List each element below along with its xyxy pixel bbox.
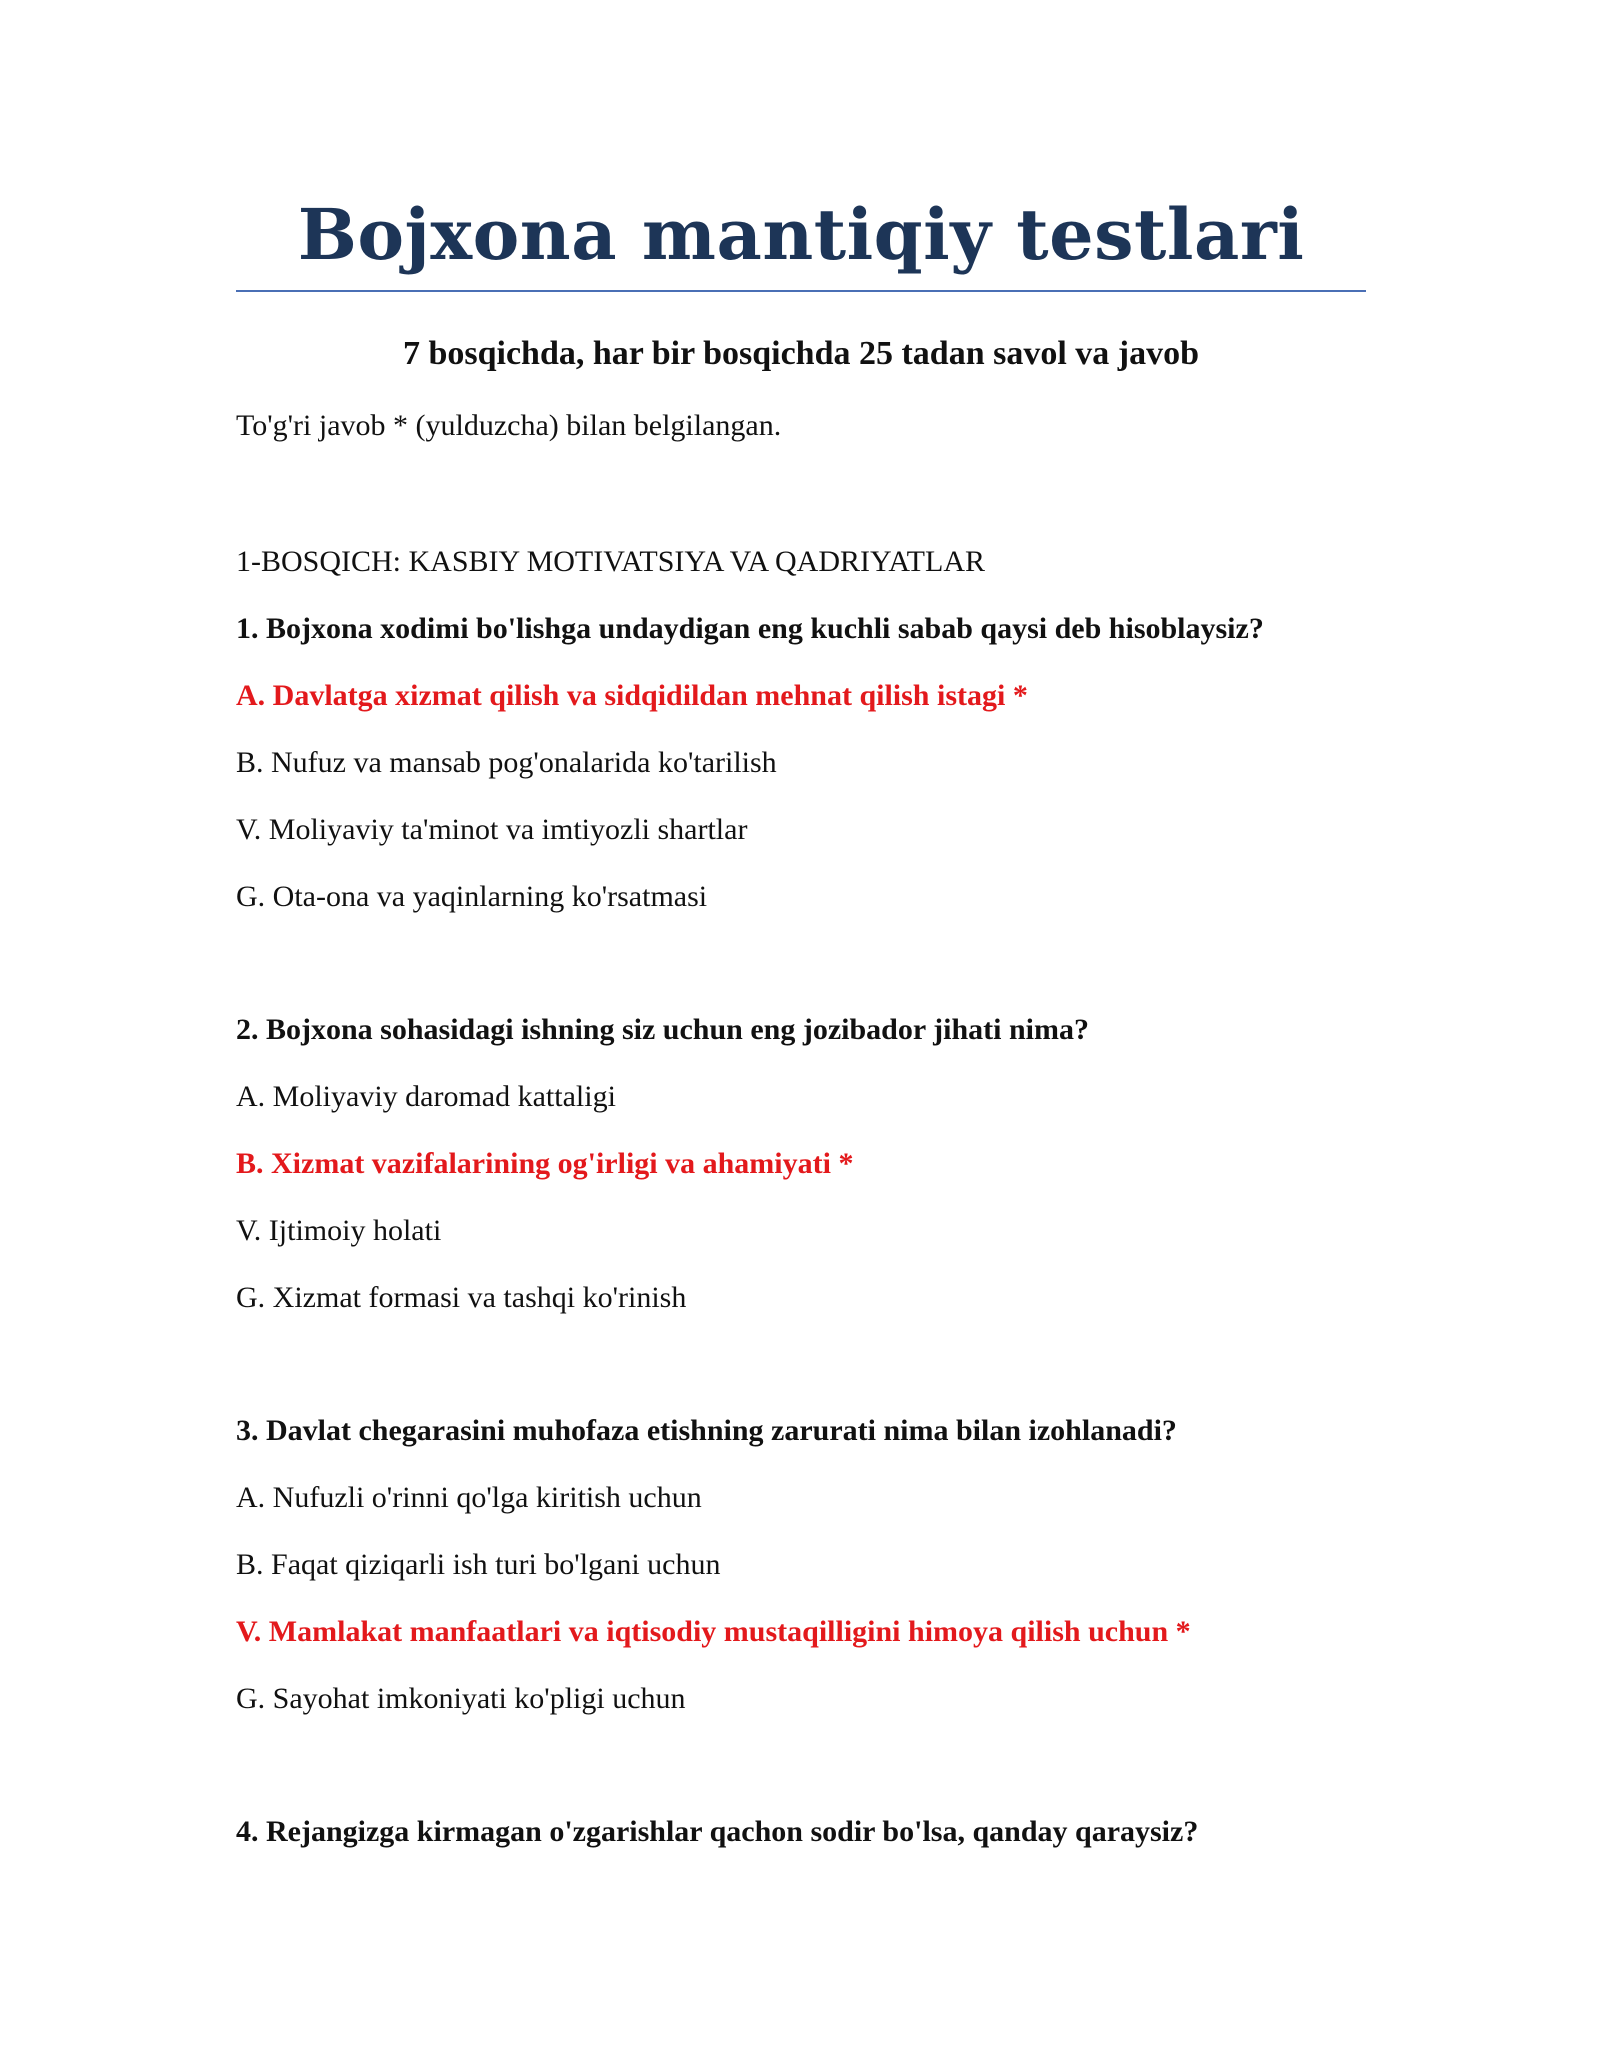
question-4: 4. Rejangizga kirmagan o'zgarishlar qachon sodir bo'lsa, qanday qaraysiz? — [236, 1815, 1199, 1848]
section-heading: 1-BOSQICH: KASBIY MOTIVATSIYA VA QADRIYATLAR — [236, 545, 985, 578]
document-subtitle: 7 bosqichda, har bir bosqichda 25 tadan savol va javob — [402, 335, 1200, 372]
document-title: Bojxona mantiqiy testlari — [297, 193, 1305, 276]
question-3-option-v-correct: V. Mamlakat manfaatlari va iqtisodiy mustaqilligini himoya qilish uchun * — [236, 1615, 1191, 1648]
question-1-option-v: V. Moliyaviy ta'minot va imtiyozli shartlar — [236, 813, 748, 846]
question-1-option-a-correct: A. Davlatga xizmat qilish va sidqidildan mehnat qilish istagi * — [236, 679, 1028, 712]
question-1-option-g: G. Ota-ona va yaqinlarning ko'rsatmasi — [236, 880, 708, 913]
question-2-option-a: A. Moliyaviy daromad kattaligi — [236, 1080, 616, 1113]
question-3-option-b: B. Faqat qiziqarli ish turi bo'lgani uchun — [236, 1548, 721, 1581]
title-divider — [236, 290, 1366, 292]
question-2: 2. Bojxona sohasidagi ishning siz uchun eng jozibador jihati nima? — [236, 1013, 1089, 1046]
question-2-option-b-correct: B. Xizmat vazifalarining og'irligi va ahamiyati * — [236, 1147, 854, 1180]
answer-key-note: To'g'ri javob * (yulduzcha) bilan belgilangan. — [236, 409, 782, 442]
question-2-option-v: V. Ijtimoiy holati — [236, 1214, 442, 1247]
question-2-option-g: G. Xizmat formasi va tashqi ko'rinish — [236, 1281, 687, 1314]
question-3: 3. Davlat chegarasini muhofaza etishning zarurati nima bilan izohlanadi? — [236, 1414, 1177, 1447]
question-3-option-g: G. Sayohat imkoniyati ko'pligi uchun — [236, 1682, 686, 1715]
question-1: 1. Bojxona xodimi bo'lishga undaydigan eng kuchli sabab qaysi deb hisoblaysiz? — [236, 612, 1264, 645]
question-1-option-b: B. Nufuz va mansab pog'onalarida ko'tarilish — [236, 746, 777, 779]
question-3-option-a: A. Nufuzli o'rinni qo'lga kiritish uchun — [236, 1481, 702, 1514]
